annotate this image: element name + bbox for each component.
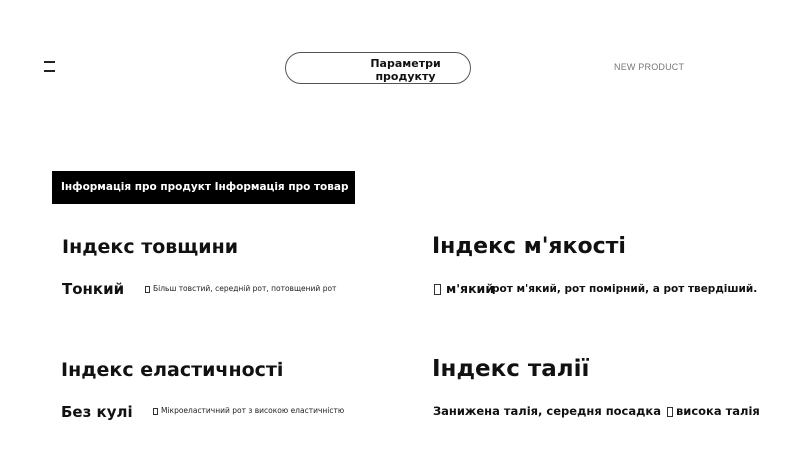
elasticity-selected: Без кулі — [61, 403, 133, 421]
elasticity-index-title: Індекс еластичності — [61, 359, 284, 381]
box-glyph-icon — [153, 408, 158, 415]
thickness-index-title: Індекс товщини — [62, 236, 239, 258]
product-info-bar: Інформація про продукт Інформація про товар — [52, 171, 355, 204]
thickness-selected: Тонкий — [62, 280, 125, 298]
box-glyph-icon — [145, 286, 150, 293]
waist-options-row — [433, 404, 760, 418]
softness-row — [434, 281, 494, 296]
elasticity-note-row — [153, 406, 344, 415]
product-parameters-pill — [285, 52, 471, 84]
softness-index-title: Індекс м'якості — [432, 234, 626, 259]
waist-options-low-mid: Занижена талія, середня посадка — [433, 404, 661, 418]
new-product-label: NEW PRODUCT — [614, 62, 685, 72]
elasticity-note: Мікроеластичний рот з високою еластичністю — [161, 406, 345, 415]
waist-option-high: висока талія — [676, 404, 760, 418]
box-glyph-icon — [667, 407, 673, 417]
pill-title: Параметри продукту — [370, 57, 441, 83]
hamburger-menu-icon[interactable] — [44, 61, 55, 72]
waist-index-title: Індекс талії — [432, 356, 590, 382]
thickness-note-row — [145, 284, 336, 293]
thickness-note: Більш товстий, середній рот, потовщений рот — [153, 284, 337, 293]
softness-selected: м'який — [446, 281, 495, 296]
box-glyph-icon — [434, 284, 441, 295]
softness-note: рот м'який, рот помірний, а рот твердіший. — [492, 283, 758, 295]
